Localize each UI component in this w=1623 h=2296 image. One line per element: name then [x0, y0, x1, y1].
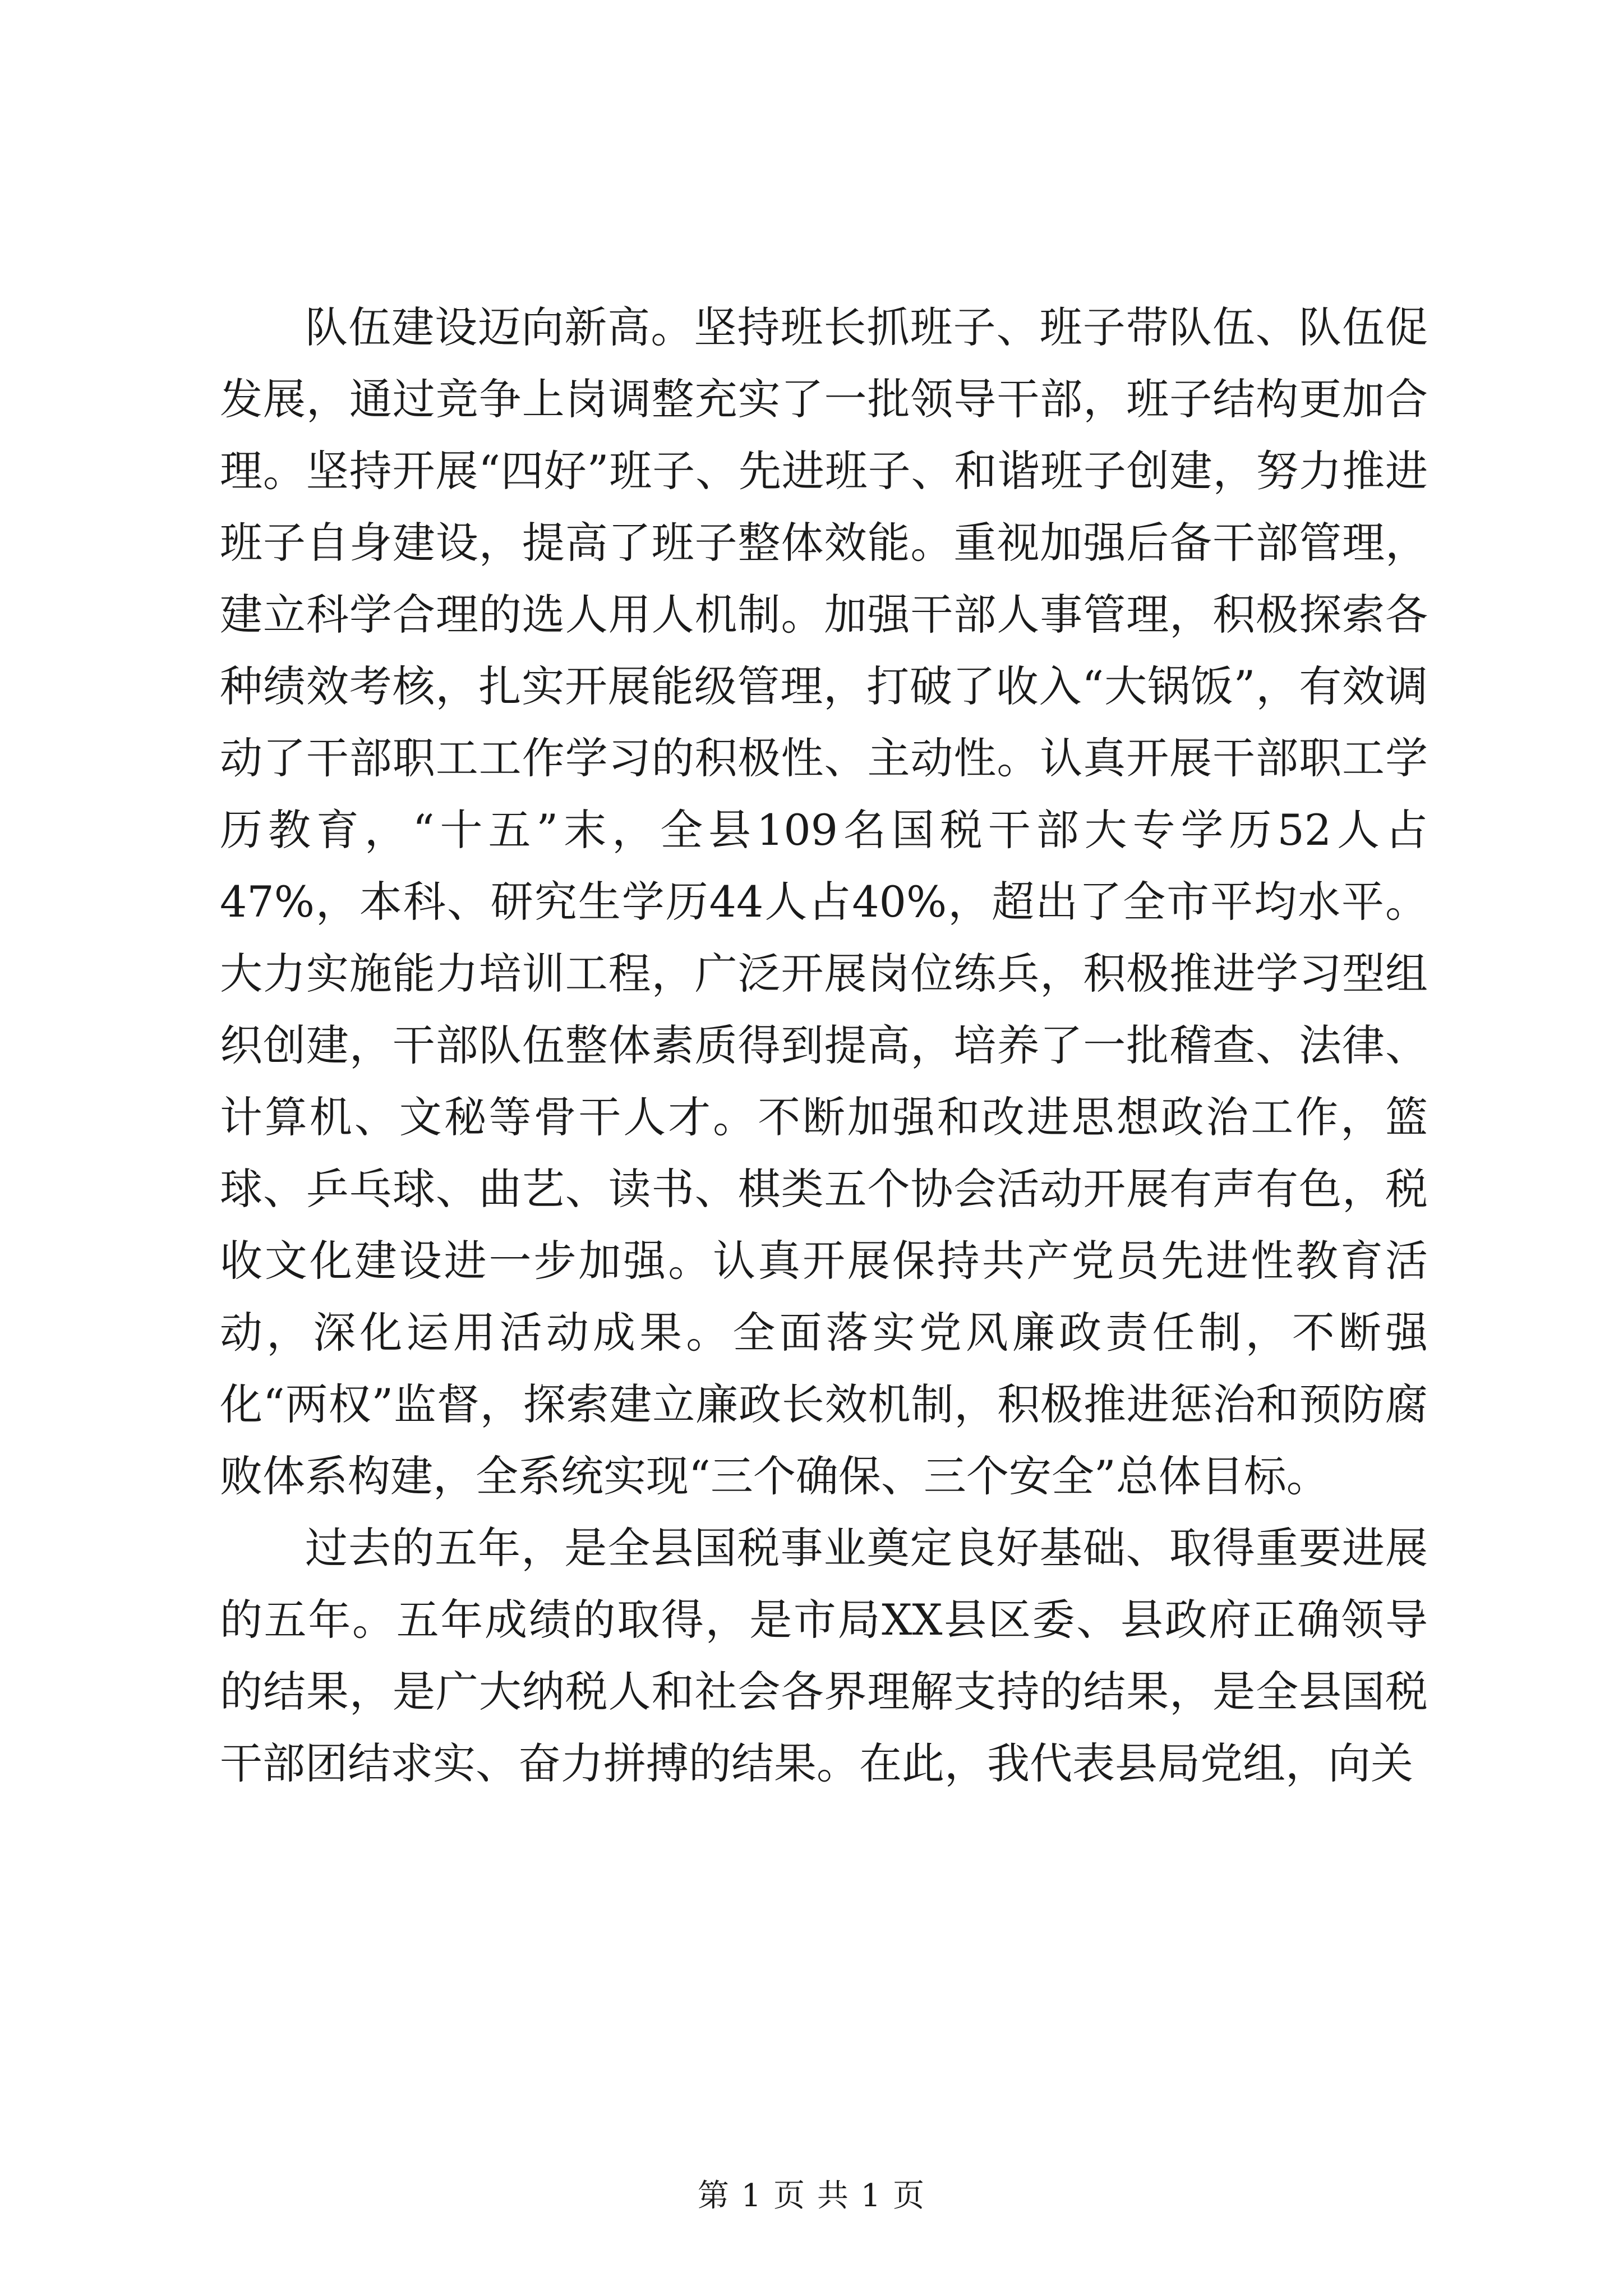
document-body [220, 292, 1428, 1800]
paragraph-five-years-summary: 过去的五年，是全县国税事业奠定良好基础、取得重要进展的五年。五年成绩的取得，是市局XX县区委、县政府正确领导的结果，是广大纳税人和社会各界理解支持的结果，是全县国税干部团结求实、奋力拼搏的结果。在此，我代表县局党组，向关 [220, 1523, 1428, 1788]
paragraph-team-building: 队伍建设迈向新高。坚持班长抓班子、班子带队伍、队伍促发展，通过竞争上岗调整充实了一批领导干部，班子结构更加合理。坚持开展“四好”班子、先进班子、和谐班子创建，努力推进班子自身建设，提高了班子整体效能。重视加强后备干部管理，建立科学合理的选人用人机制。加强干部人事管理，积极探索各种绩效考核，扎实开展能级管理，打破了收入“大锅饭”，有效调动了干部职工工作学习的积极性、主动性。认真开展干部职工学历教育，“十五”末，全县109名国税干部大专学历52人占47%，本科、研究生学历44人占40%，超出了全市平均水平。大力实施能力培训工程，广泛开展岗位练兵，积极推进学习型组织创建，干部队伍整体素质得到提高，培养了一批稽查、法律、计算机、文秘等骨干人才。不断加强和改进思想政治工作，篮球、乒乓球、曲艺、读书、棋类五个协会活动开展有声有色，税收文化建设进一步加强。认真开展保持共产党员先进性教育活动，深化运用活动成果。全面落实党风廉政责任制，不断强化“两权”监督，探索建立廉政长效机制，积极推进惩治和预防腐败体系构建，全系统实现“三个确保、三个安全”总体目标。 [220, 302, 1428, 1501]
page-footer: 第 1 页 共 1 页 [697, 2178, 926, 2214]
